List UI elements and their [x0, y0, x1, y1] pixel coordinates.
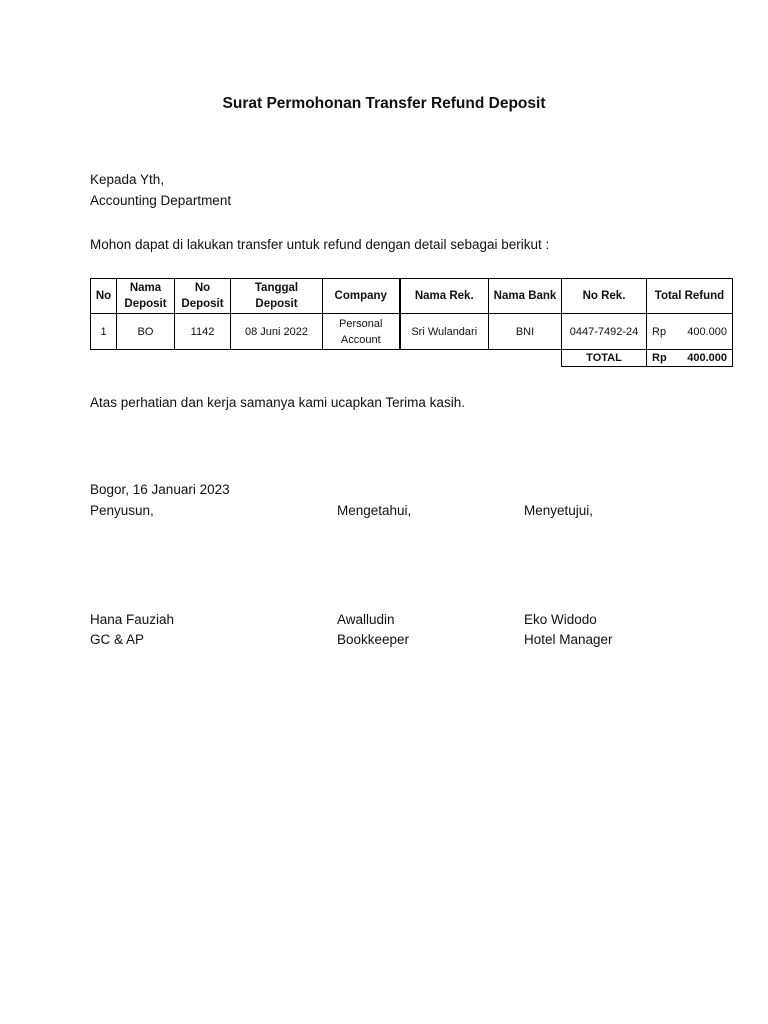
header-no-deposit: No Deposit — [175, 279, 231, 314]
cell-no-rek: 0447-7492-24 — [562, 314, 647, 350]
closing-text: Atas perhatian dan kerja samanya kami ucapkan Terima kasih. — [90, 395, 465, 410]
signatory-role-2: Mengetahui, — [337, 503, 412, 518]
cell-nama-bank: BNI — [489, 314, 562, 350]
header-nama-rek: Nama Rek. — [400, 279, 489, 314]
refund-table — [90, 278, 733, 367]
total-currency: Rp — [652, 352, 667, 364]
intro-text: Mohon dapat di lakukan transfer untuk refund dengan detail sebagai berikut : — [90, 237, 550, 252]
total-label: TOTAL — [562, 350, 647, 367]
cell-nama-rek: Sri Wulandari — [400, 314, 489, 350]
header-total-refund: Total Refund — [647, 279, 733, 314]
total-amount-cell — [647, 350, 733, 367]
cell-no-deposit: 1142 — [175, 314, 231, 350]
cell-nama-deposit: BO — [117, 314, 175, 350]
table-row — [91, 314, 733, 350]
currency-label: Rp — [652, 325, 667, 338]
page-title: Surat Permohonan Transfer Refund Deposit — [222, 95, 546, 112]
header-no: No — [91, 279, 117, 314]
signatory-name-1: Hana Fauziah — [90, 612, 175, 627]
signatory-role-1: Penyusun, — [90, 503, 154, 518]
header-no-rek: No Rek. — [562, 279, 647, 314]
table-header-row — [91, 279, 733, 314]
signatory-position-1: GC & AP — [90, 632, 145, 647]
header-company: Company — [323, 279, 400, 314]
header-nama-bank: Nama Bank — [489, 279, 562, 314]
signatory-role-3: Menyetujui, — [524, 503, 594, 518]
header-nama-deposit: Nama Deposit — [117, 279, 175, 314]
header-tanggal-deposit: Tanggal Deposit — [231, 279, 323, 314]
signatory-position-3: Hotel Manager — [524, 632, 613, 647]
signatory-name-2: Awalludin — [337, 612, 395, 627]
cell-no: 1 — [91, 314, 117, 350]
recipient-line-1: Kepada Yth, — [90, 172, 165, 187]
cell-company: Personal Account — [323, 314, 400, 350]
recipient-line-2: Accounting Department — [90, 193, 232, 208]
place-date: Bogor, 16 Januari 2023 — [90, 482, 230, 497]
refund-amount: 400.000 — [687, 325, 727, 338]
total-amount: 400.000 — [687, 352, 727, 364]
cell-tanggal-deposit: 08 Juni 2022 — [231, 314, 323, 350]
total-row — [91, 350, 733, 367]
cell-total-refund — [647, 314, 733, 350]
signatory-position-2: Bookkeeper — [337, 632, 410, 647]
signatory-name-3: Eko Widodo — [524, 612, 597, 627]
